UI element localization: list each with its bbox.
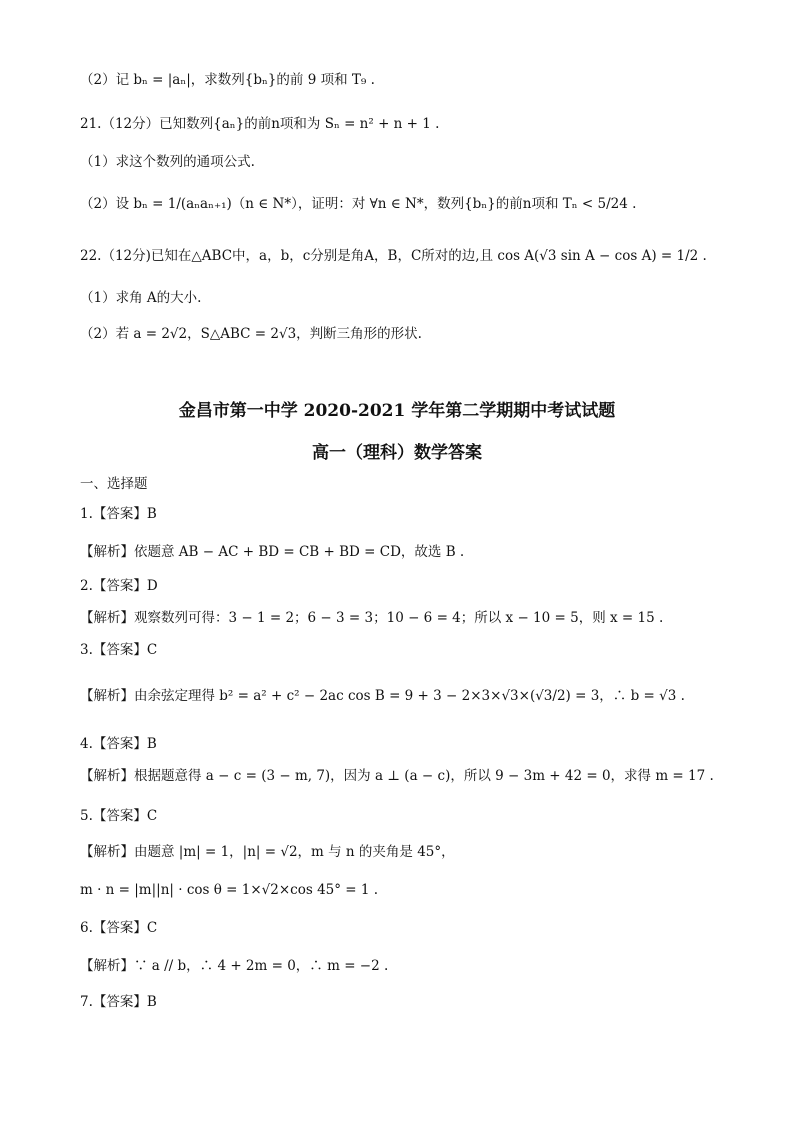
q22-stem: 22.（12分)已知在△ABC中，a，b，c分别是角A，B，C所对的边,且 cos A(√3 sin A − cos A) = 1/2 . [80,248,707,264]
q22-part2: （2）若 a = 2√2，S△ABC = 2√3，判断三角形的形状. [80,326,422,342]
q22-part1: （1）求角 A的大小. [80,290,202,306]
answer-2: 2.【答案】D [80,578,158,594]
section-heading: 一、选择题 [80,476,148,492]
answer-title: 金昌市第一中学 2020-2021 学年第二学期期中考试试题 [178,401,616,421]
answer-3: 3.【答案】C [80,642,158,658]
analysis-5-cont: m · n = |m||n| · cos θ = 1×√2×cos 45° = 1 . [80,882,379,898]
answer-5: 5.【答案】C [80,808,158,824]
answer-1: 1.【答案】B [80,506,157,522]
answer-subtitle: 高一（理科）数学答案 [312,443,482,463]
q21-stem: 21.（12分）已知数列{aₙ}的前n项和为 Sₙ = n² + n + 1 . [80,116,440,132]
analysis-5: 【解析】由题意 |m| = 1，|n| = √2，m 与 n 的夹角是 45°， [80,844,455,860]
analysis-3: 【解析】由余弦定理得 b² = a² + c² − 2ac cos B = 9 + 3 − 2×3×√3×(√3/2) = 3，∴ b = √3 . [80,688,685,704]
answer-4: 4.【答案】B [80,736,157,752]
analysis-4: 【解析】根据题意得 a − c = (3 − m, 7)，因为 a ⊥ (a − c)，所以 9 − 3m + 42 = 0，求得 m = 17 . [80,768,714,784]
analysis-6: 【解析】∵ a // b，∴ 4 + 2m = 0，∴ m = −2 . [80,958,389,974]
answer-7: 7.【答案】B [80,994,157,1010]
q21-part1: （1）求这个数列的通项公式. [80,154,255,170]
analysis-2: 【解析】观察数列可得：3 − 1 = 2；6 − 3 = 3；10 − 6 = 4；所以 x − 10 = 5，则 x = 15 . [80,610,664,626]
q20-part2: （2）记 bₙ = |aₙ|，求数列{bₙ}的前 9 项和 T₉ . [80,72,375,88]
q21-part2: （2）设 bₙ = 1/(aₙaₙ₊₁)（n ∈ N*），证明：对 ∀n ∈ N*，数列{bₙ}的前n项和 Tₙ < 5/24 . [80,196,637,212]
answer-6: 6.【答案】C [80,920,158,936]
analysis-1: 【解析】依题意 AB − AC + BD = CB + BD = CD，故选 B . [80,544,465,560]
